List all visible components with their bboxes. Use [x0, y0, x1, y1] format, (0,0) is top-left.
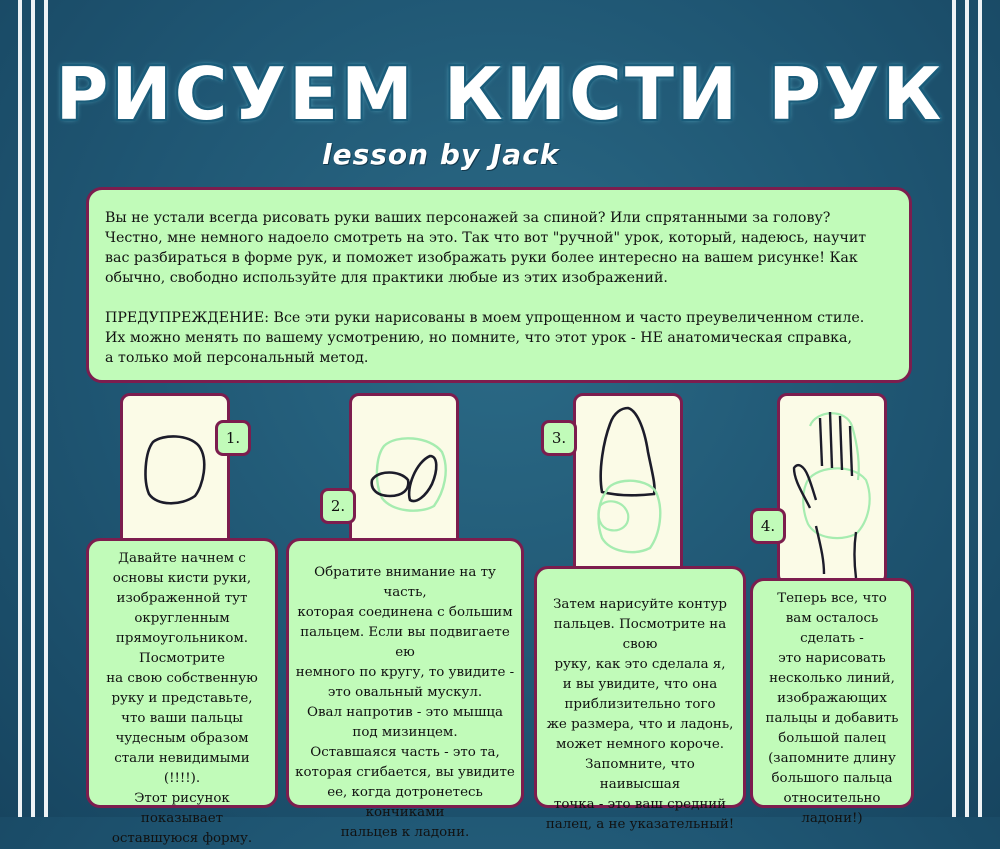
intro-paragraph: Вы не устали всегда рисовать руки ваших персонажей за спиной? Или спрятанными за голову? Честно, мне немного надоело смотреть на это. Так что вот "ручной" урок, который, надеюсь, научит вас разбираться в форме рук, и поможет изображать руки более интересно на вашем рисунке! Как обычно, свободно используйте для практики любые из этих изображений.	[105, 210, 867, 286]
step-text-1: Давайте начнем с основы кисти руки, изображенной тут округленным прямоугольником. Посмотрите на свою собственную руку и представьте, что ваши пальцы чудесным образом стали невидимыми (!!!!). Этот рисунок показывает оставшуюся форму.	[86, 538, 278, 808]
intro-panel	[86, 187, 912, 383]
warning-paragraph: ПРЕДУПРЕЖДЕНИЕ: Все эти руки нарисованы в моем упрощенном и часто преувеличенном стиле. Их можно менять по вашему усмотрению, но помните, что этот урок - НЕ анатомическая справка, а только мой персональный метод.	[105, 310, 865, 366]
step-number-1: 1.	[215, 420, 251, 456]
step-text-3: Затем нарисуйте контур пальцев. Посмотрите на свою руку, как это сделала я, и вы увидите, что она приблизительно того же размера, что и ладонь, может немного короче. Запомните, что наивысшая точка - это ваш средний палец, а не указательный!	[534, 566, 746, 808]
step-number-2: 2.	[320, 488, 356, 524]
step-text-2: Обратите внимание на ту часть, которая соединена с большим пальцем. Если вы подвигаете ею немного по кругу, то увидите - это овальный мускул. Овал напротив - это мышца под мизинцем. Оставшаяся часть - это та, которая сгибается, вы увидите ее, когда дотронетесь кончиками пальцев к ладони.	[286, 538, 524, 808]
sketch-frame-3	[573, 393, 683, 585]
finger-outline-sketch	[576, 396, 680, 582]
page-subtitle: lesson by Jack	[322, 138, 560, 171]
step-number-4: 4.	[750, 508, 786, 544]
palm-shape-sketch	[123, 396, 227, 546]
page-title: РИСУЕМ КИСТИ РУК	[55, 52, 945, 136]
step-number-3: 3.	[541, 420, 577, 456]
sketch-frame-2	[349, 393, 459, 549]
finished-hand-sketch	[780, 396, 884, 582]
step-text-4: Теперь все, что вам осталось сделать - это нарисовать несколько линий, изображающих пальцы и добавить большой палец (запомните длину большого пальца относительно ладони!)	[750, 578, 914, 808]
sketch-frame-4	[777, 393, 887, 585]
sketch-frame-1	[120, 393, 230, 549]
palm-muscles-sketch	[352, 396, 456, 546]
